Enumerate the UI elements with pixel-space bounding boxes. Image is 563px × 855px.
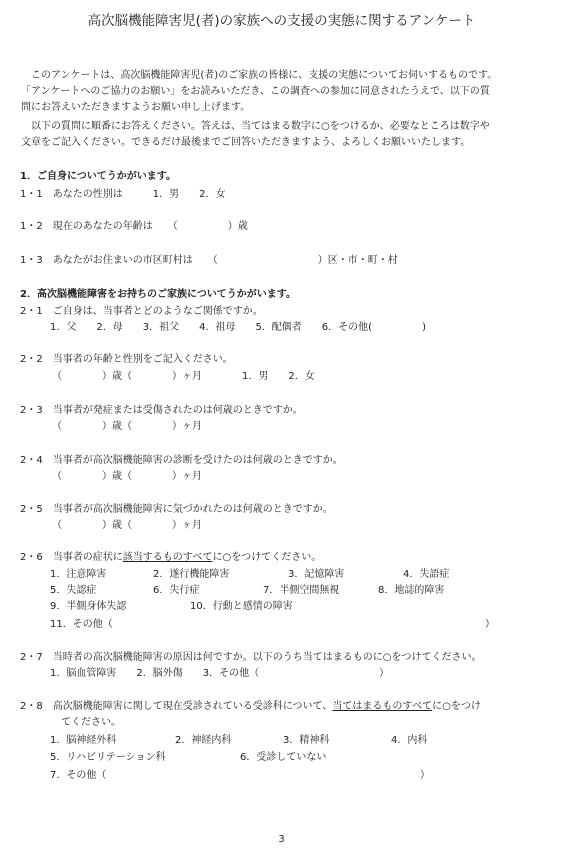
question-2-3-answer: （ ）歳（ ）ヶ月: [52, 421, 202, 432]
question-2-7-options: 1．脳血管障害 2．脳外傷 3．その他（ ）: [50, 668, 390, 679]
option-neurosurgery: 1．脳神経外科: [50, 735, 117, 746]
question-2-6: 2・6 当事者の症状に該当するものすべてに○をつけてください。: [20, 552, 322, 563]
section-2-heading: 2．高次脳機能障害をお持ちのご家族についてうかがいます。: [20, 289, 296, 300]
intro-line: このアンケートは、高次脳機能障害児(者)のご家族の皆様に、支援の実態についてお伺いするものです。: [21, 70, 498, 81]
option-behavior: 10．行動と感情の障害: [190, 601, 293, 612]
intro-line: 以下の質問に順番にお答えください。答えは、当てはまる数字に○をつけるか、必要なところは数字や: [21, 121, 490, 132]
page-number: 3: [278, 834, 285, 845]
page-title: 高次脳機能障害児(者)の家族への支援の実態に関するアンケート: [87, 13, 476, 29]
intro-line: 問にお答えいただきますようお願い申し上げます。: [21, 102, 251, 113]
question-2-5: 2・5 当事者が高次脳機能障害に気づかれたのは何歳のときですか。: [20, 504, 333, 515]
option-other-open: 11．その他（: [50, 619, 113, 630]
section-1-heading: 1．ご自身についてうかがいます。: [20, 171, 176, 182]
question-2-5-answer: （ ）歳（ ）ヶ月: [52, 520, 202, 531]
intro-line: 「アンケートへのご協力のお願い」をお読みいただき、この調査への参加に同意されたうえで、以下の質: [21, 86, 490, 97]
option-neurology: 2．神経内科: [175, 735, 232, 746]
option-aphasia: 4．失語症: [403, 569, 450, 580]
option-apraxia: 6．失行症: [153, 585, 200, 596]
option-executive: 2．遂行機能障害: [153, 569, 230, 580]
question-2-7: 2・7 当時者の高次脳機能障害の原因は何ですか。以下のうち当てはまるものに○をつけてください。: [20, 652, 482, 663]
question-2-2: 2・2 当事者の年齢と性別をご記入ください。: [20, 354, 233, 365]
option-memory: 3．記憶障害: [288, 569, 345, 580]
option-neglect: 7．半側空間無視: [263, 585, 340, 596]
question-2-3: 2・3 当事者が発症または受傷されたのは何歳のときですか。: [20, 405, 303, 416]
question-1-3: 1・3 あなたがお住まいの市区町村は （ ）区・市・町・村: [20, 255, 398, 266]
question-1-2: 1・2 現在のあなたの年齢は （ ）歳: [20, 221, 248, 232]
option-topographical: 8．地誌的障害: [378, 585, 445, 596]
question-2-4-answer: （ ）歳（ ）ヶ月: [52, 471, 202, 482]
question-2-8-line2: てください。: [61, 717, 121, 728]
question-2-1: 2・1 ご自身は、当事者とどのようなご関係ですか。: [20, 306, 263, 317]
option-other-dept-open: 7．その他（: [50, 770, 107, 781]
option-internal-medicine: 4．内科: [391, 735, 428, 746]
option-no-visit: 6．受診していない: [240, 752, 327, 763]
option-other-close: ）: [485, 619, 495, 630]
option-psychiatry: 3．精神科: [283, 735, 330, 746]
question-2-4: 2・4 当事者が高次脳機能障害の診断を受けたのは何歳のときですか。: [20, 455, 343, 466]
question-1-1: 1・1 あなたの性別は 1．男 2．女: [20, 189, 226, 200]
question-2-1-options: 1．父 2．母 3．祖父 4．祖母 5．配偶者 6．その他( ): [50, 322, 426, 333]
option-rehabilitation: 5．リハビリテーション科: [50, 752, 166, 763]
option-agnosia: 5．失認症: [50, 585, 97, 596]
option-asomatognosia: 9．半側身体失認: [50, 601, 127, 612]
question-2-8: 2・8 高次脳機能障害に関して現在受診されている受診科について、当てはまるものすべてに○をつけ: [20, 701, 481, 712]
intro-line: 文章をご記入ください。できるだけ最後までご回答いただきますよう、よろしくお願いいたします。: [21, 137, 471, 148]
question-2-2-answer: （ ）歳（ ）ヶ月 1．男 2．女: [52, 371, 315, 382]
option-attention: 1．注意障害: [50, 569, 107, 580]
option-other-dept-close: ）: [420, 770, 430, 781]
